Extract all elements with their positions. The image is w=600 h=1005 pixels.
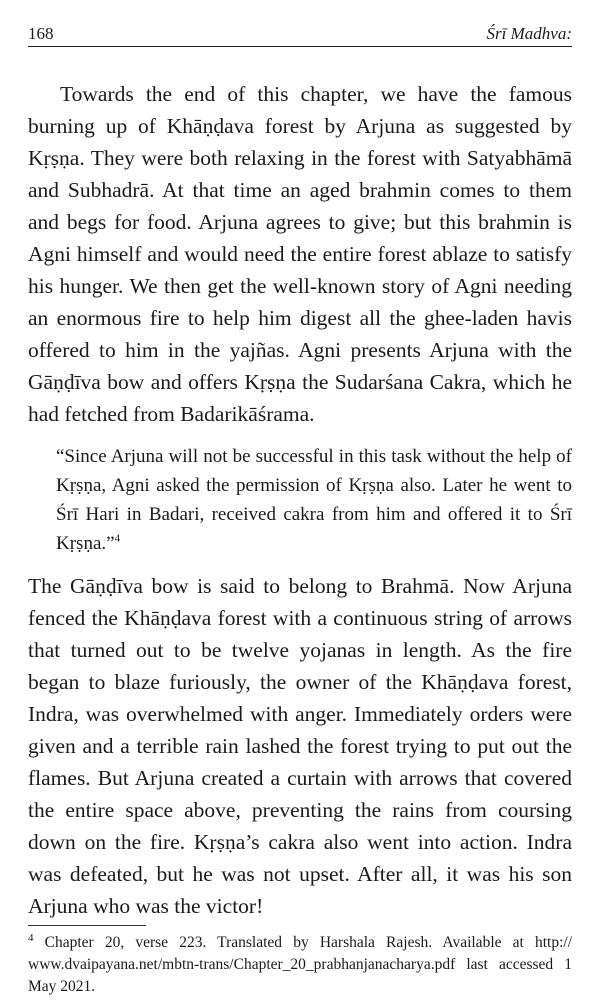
footnote-text: Chapter 20, verse 223. Translated by Harshala Rajesh. Available at http:// www.dvaipayana.net/mbtn-trans/Chapter_20_prabhanjanacharya.pdf last accessed 1 May 2021. <box>28 934 572 995</box>
block-quote <box>56 442 572 558</box>
running-head: Śrī Madhva: <box>486 24 572 43</box>
page-header <box>28 16 572 44</box>
footnote-rule <box>28 925 146 926</box>
page-number: 168 <box>28 24 54 43</box>
paragraph-1: Towards the end of this chapter, we have the famous burning up of Khāṇḍava forest by Arjuna as suggested by Kṛṣṇa. They were both relaxing in the forest with Satyabhāmā and Subhadrā. At that time an aged brahmin comes to them and begs for food. Arjuna agrees to give; but this brahmin is Agni himself and would need the entire forest ablaze to satisfy his hunger. We then get the well-known story of Agni needing an enormous fire to help him digest all the ghee-laden havis offered to him in the yajñas. Agni presents Arjuna with the Gāṇḍīva bow and offers Kṛṣṇa the Sudarśana Cakra, which he had fetched from Badarikāśrama. <box>28 82 572 426</box>
footnote-mark: 4 <box>28 931 34 944</box>
footnote <box>28 932 572 998</box>
quote-text: “Since Arjuna will not be successful in this task without the help of Kṛṣṇa, Agni asked the permission of Kṛṣṇa also. Later he went to Śrī Hari in Badari, received cakra from him and offered it to Śrī Kṛṣṇa.” <box>56 446 572 554</box>
body-text <box>28 78 572 922</box>
footnote-ref: 4 <box>114 532 121 545</box>
paragraph-2: The Gāṇḍīva bow is said to belong to Brahmā. Now Arjuna fenced the Khāṇḍava forest with a continuous string of arrows that turned out to be twelve yojanas in length. As the fire began to blaze furiously, the owner of the Khāṇḍava forest, Indra, was overwhelmed with anger. Immediately orders were given and a terrible rain lashed the forest trying to put out the flames. But Arjuna created a curtain with arrows that covered the entire space above, preventing the rains from coursing down on the fire. Kṛṣṇa’s cakra also went into action. Indra was defeated, but he was not upset. After all, it was his son Arjuna who was the victor! <box>28 574 572 918</box>
header-rule <box>28 46 572 47</box>
